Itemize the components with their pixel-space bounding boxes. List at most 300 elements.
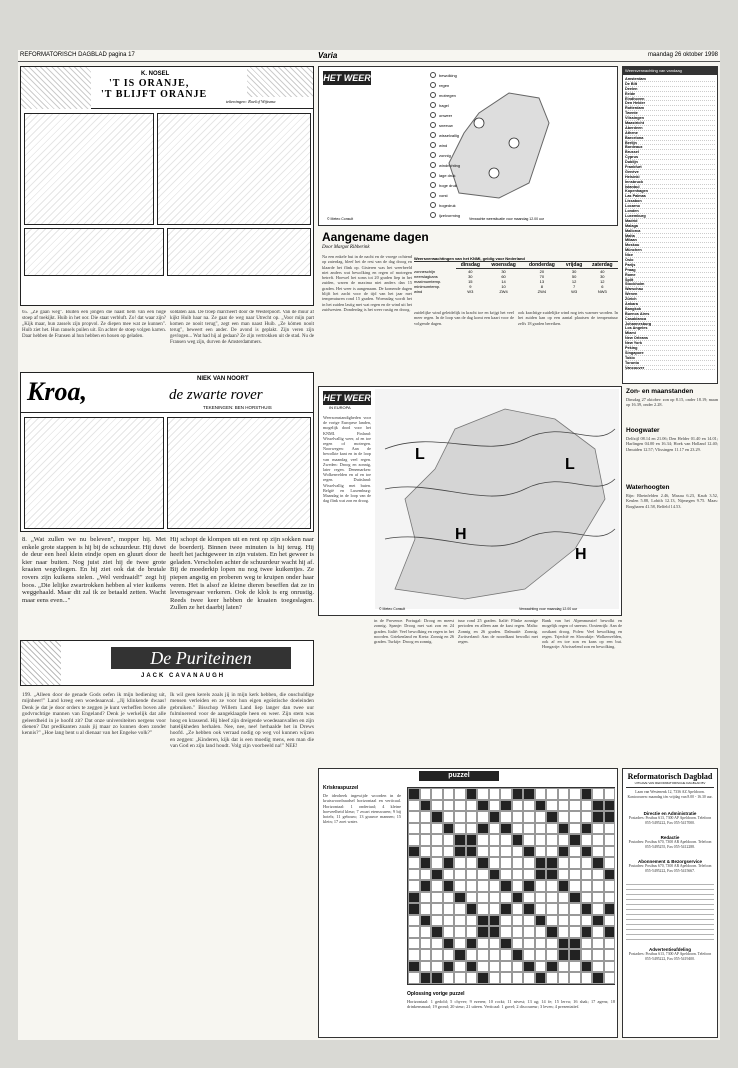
puzzle-cell[interactable] — [477, 961, 489, 973]
puzzle-cell[interactable] — [546, 892, 558, 904]
puzzle-cell[interactable] — [581, 972, 593, 984]
puzzle-cell[interactable] — [420, 788, 432, 800]
puzzle-cell[interactable] — [604, 949, 616, 961]
puzzle-cell[interactable] — [408, 938, 420, 950]
puzzle-cell[interactable] — [500, 892, 512, 904]
puzzle-cell[interactable] — [592, 926, 604, 938]
puzzle-cell[interactable] — [581, 926, 593, 938]
puzzle-cell[interactable] — [477, 915, 489, 927]
puzzle-cell[interactable] — [408, 857, 420, 869]
puzzle-cell[interactable] — [569, 880, 581, 892]
puzzle-cell[interactable] — [512, 949, 524, 961]
puzzle-cell[interactable] — [408, 869, 420, 881]
puzzle-cell[interactable] — [420, 892, 432, 904]
puzzle-cell[interactable] — [569, 972, 581, 984]
puzzle-cell[interactable] — [408, 880, 420, 892]
puzzle-cell[interactable] — [466, 949, 478, 961]
puzzle-cell[interactable] — [500, 869, 512, 881]
puzzle-cell[interactable] — [477, 811, 489, 823]
puzzle-cell[interactable] — [431, 846, 443, 858]
puzzle-cell[interactable] — [535, 892, 547, 904]
puzzle-cell[interactable] — [546, 811, 558, 823]
puzzle-cell[interactable] — [489, 811, 501, 823]
puzzle-cell[interactable] — [500, 788, 512, 800]
puzzle-cell[interactable] — [420, 846, 432, 858]
puzzle-cell[interactable] — [523, 972, 535, 984]
puzzle-cell[interactable] — [500, 961, 512, 973]
puzzle-cell[interactable] — [500, 823, 512, 835]
puzzle-cell[interactable] — [408, 926, 420, 938]
puzzle-cell[interactable] — [408, 961, 420, 973]
puzzle-cell[interactable] — [477, 892, 489, 904]
puzzle-cell[interactable] — [558, 949, 570, 961]
puzzle-cell[interactable] — [408, 892, 420, 904]
puzzle-cell[interactable] — [592, 834, 604, 846]
puzzle-cell[interactable] — [592, 915, 604, 927]
puzzle-cell[interactable] — [592, 972, 604, 984]
puzzle-cell[interactable] — [569, 846, 581, 858]
puzzle-cell[interactable] — [443, 857, 455, 869]
puzzle-cell[interactable] — [466, 823, 478, 835]
puzzle-cell[interactable] — [420, 949, 432, 961]
puzzle-cell[interactable] — [512, 811, 524, 823]
puzzle-cell[interactable] — [581, 869, 593, 881]
puzzle-cell[interactable] — [569, 834, 581, 846]
puzzle-cell[interactable] — [477, 846, 489, 858]
puzzle-cell[interactable] — [535, 972, 547, 984]
puzzle-cell[interactable] — [420, 800, 432, 812]
puzzle-cell[interactable] — [500, 972, 512, 984]
puzzle-cell[interactable] — [500, 915, 512, 927]
puzzle-cell[interactable] — [581, 903, 593, 915]
puzzle-cell[interactable] — [535, 961, 547, 973]
puzzle-cell[interactable] — [523, 846, 535, 858]
puzzle-cell[interactable] — [489, 961, 501, 973]
puzzle-cell[interactable] — [558, 846, 570, 858]
puzzle-cell[interactable] — [569, 857, 581, 869]
puzzle-cell[interactable] — [592, 903, 604, 915]
puzzle-cell[interactable] — [443, 903, 455, 915]
puzzle-cell[interactable] — [546, 800, 558, 812]
puzzle-cell[interactable] — [604, 926, 616, 938]
puzzle-cell[interactable] — [466, 880, 478, 892]
puzzle-cell[interactable] — [466, 811, 478, 823]
puzzle-cell[interactable] — [581, 915, 593, 927]
puzzle-cell[interactable] — [558, 857, 570, 869]
puzzle-cell[interactable] — [443, 949, 455, 961]
puzzle-cell[interactable] — [604, 869, 616, 881]
puzzle-cell[interactable] — [558, 823, 570, 835]
puzzle-cell[interactable] — [604, 972, 616, 984]
puzzle-grid[interactable] — [407, 787, 615, 985]
puzzle-cell[interactable] — [443, 846, 455, 858]
puzzle-cell[interactable] — [489, 938, 501, 950]
puzzle-cell[interactable] — [535, 788, 547, 800]
puzzle-cell[interactable] — [569, 949, 581, 961]
puzzle-cell[interactable] — [546, 823, 558, 835]
puzzle-cell[interactable] — [523, 903, 535, 915]
puzzle-cell[interactable] — [489, 892, 501, 904]
puzzle-cell[interactable] — [489, 834, 501, 846]
puzzle-cell[interactable] — [408, 811, 420, 823]
puzzle-cell[interactable] — [431, 903, 443, 915]
puzzle-cell[interactable] — [489, 823, 501, 835]
puzzle-cell[interactable] — [592, 892, 604, 904]
puzzle-cell[interactable] — [604, 834, 616, 846]
puzzle-cell[interactable] — [500, 949, 512, 961]
puzzle-cell[interactable] — [546, 926, 558, 938]
puzzle-cell[interactable] — [569, 823, 581, 835]
puzzle-cell[interactable] — [512, 800, 524, 812]
puzzle-cell[interactable] — [581, 938, 593, 950]
puzzle-cell[interactable] — [592, 961, 604, 973]
puzzle-cell[interactable] — [466, 892, 478, 904]
puzzle-cell[interactable] — [454, 903, 466, 915]
puzzle-cell[interactable] — [408, 834, 420, 846]
puzzle-cell[interactable] — [431, 915, 443, 927]
puzzle-cell[interactable] — [408, 788, 420, 800]
puzzle-cell[interactable] — [512, 915, 524, 927]
puzzle-cell[interactable] — [408, 823, 420, 835]
puzzle-cell[interactable] — [489, 857, 501, 869]
puzzle-cell[interactable] — [443, 788, 455, 800]
puzzle-cell[interactable] — [443, 915, 455, 927]
puzzle-cell[interactable] — [535, 857, 547, 869]
puzzle-cell[interactable] — [535, 938, 547, 950]
puzzle-cell[interactable] — [523, 869, 535, 881]
puzzle-cell[interactable] — [443, 811, 455, 823]
puzzle-cell[interactable] — [512, 903, 524, 915]
puzzle-cell[interactable] — [454, 811, 466, 823]
puzzle-cell[interactable] — [500, 926, 512, 938]
puzzle-cell[interactable] — [454, 926, 466, 938]
puzzle-cell[interactable] — [420, 938, 432, 950]
puzzle-cell[interactable] — [500, 800, 512, 812]
puzzle-cell[interactable] — [581, 788, 593, 800]
puzzle-cell[interactable] — [523, 892, 535, 904]
puzzle-cell[interactable] — [604, 961, 616, 973]
puzzle-cell[interactable] — [454, 880, 466, 892]
puzzle-cell[interactable] — [581, 846, 593, 858]
puzzle-cell[interactable] — [546, 961, 558, 973]
puzzle-cell[interactable] — [604, 811, 616, 823]
puzzle-cell[interactable] — [477, 903, 489, 915]
puzzle-cell[interactable] — [420, 915, 432, 927]
puzzle-cell[interactable] — [500, 834, 512, 846]
puzzle-cell[interactable] — [420, 926, 432, 938]
puzzle-cell[interactable] — [420, 811, 432, 823]
puzzle-cell[interactable] — [500, 811, 512, 823]
puzzle-cell[interactable] — [500, 880, 512, 892]
puzzle-cell[interactable] — [512, 972, 524, 984]
puzzle-cell[interactable] — [558, 961, 570, 973]
puzzle-cell[interactable] — [443, 834, 455, 846]
puzzle-cell[interactable] — [466, 938, 478, 950]
puzzle-cell[interactable] — [604, 846, 616, 858]
puzzle-cell[interactable] — [466, 857, 478, 869]
puzzle-cell[interactable] — [489, 846, 501, 858]
puzzle-cell[interactable] — [443, 892, 455, 904]
puzzle-cell[interactable] — [523, 857, 535, 869]
puzzle-cell[interactable] — [546, 972, 558, 984]
puzzle-cell[interactable] — [454, 846, 466, 858]
puzzle-cell[interactable] — [466, 926, 478, 938]
puzzle-cell[interactable] — [420, 869, 432, 881]
puzzle-cell[interactable] — [558, 800, 570, 812]
puzzle-cell[interactable] — [523, 949, 535, 961]
puzzle-cell[interactable] — [454, 949, 466, 961]
puzzle-cell[interactable] — [454, 788, 466, 800]
puzzle-cell[interactable] — [454, 961, 466, 973]
puzzle-cell[interactable] — [431, 926, 443, 938]
puzzle-cell[interactable] — [408, 915, 420, 927]
puzzle-cell[interactable] — [454, 938, 466, 950]
puzzle-cell[interactable] — [569, 788, 581, 800]
puzzle-cell[interactable] — [512, 892, 524, 904]
puzzle-cell[interactable] — [466, 834, 478, 846]
puzzle-cell[interactable] — [523, 915, 535, 927]
puzzle-cell[interactable] — [592, 869, 604, 881]
puzzle-cell[interactable] — [523, 926, 535, 938]
puzzle-cell[interactable] — [466, 800, 478, 812]
puzzle-cell[interactable] — [500, 857, 512, 869]
puzzle-cell[interactable] — [558, 892, 570, 904]
puzzle-cell[interactable] — [581, 857, 593, 869]
puzzle-cell[interactable] — [500, 903, 512, 915]
puzzle-cell[interactable] — [466, 846, 478, 858]
puzzle-cell[interactable] — [420, 823, 432, 835]
puzzle-cell[interactable] — [443, 961, 455, 973]
puzzle-cell[interactable] — [489, 972, 501, 984]
puzzle-cell[interactable] — [569, 800, 581, 812]
puzzle-cell[interactable] — [454, 869, 466, 881]
puzzle-cell[interactable] — [489, 949, 501, 961]
puzzle-cell[interactable] — [454, 892, 466, 904]
puzzle-cell[interactable] — [431, 892, 443, 904]
puzzle-cell[interactable] — [431, 961, 443, 973]
puzzle-cell[interactable] — [558, 938, 570, 950]
puzzle-cell[interactable] — [523, 834, 535, 846]
puzzle-cell[interactable] — [558, 811, 570, 823]
puzzle-cell[interactable] — [581, 823, 593, 835]
puzzle-cell[interactable] — [431, 938, 443, 950]
puzzle-cell[interactable] — [431, 800, 443, 812]
puzzle-cell[interactable] — [512, 926, 524, 938]
puzzle-cell[interactable] — [489, 880, 501, 892]
puzzle-cell[interactable] — [546, 949, 558, 961]
puzzle-cell[interactable] — [558, 834, 570, 846]
puzzle-cell[interactable] — [500, 938, 512, 950]
puzzle-cell[interactable] — [523, 938, 535, 950]
puzzle-cell[interactable] — [581, 834, 593, 846]
puzzle-cell[interactable] — [604, 823, 616, 835]
puzzle-cell[interactable] — [558, 903, 570, 915]
puzzle-cell[interactable] — [454, 823, 466, 835]
puzzle-cell[interactable] — [592, 811, 604, 823]
puzzle-cell[interactable] — [512, 834, 524, 846]
puzzle-cell[interactable] — [558, 915, 570, 927]
puzzle-cell[interactable] — [592, 880, 604, 892]
puzzle-cell[interactable] — [581, 880, 593, 892]
puzzle-cell[interactable] — [477, 857, 489, 869]
puzzle-cell[interactable] — [592, 846, 604, 858]
puzzle-cell[interactable] — [512, 961, 524, 973]
puzzle-cell[interactable] — [546, 846, 558, 858]
puzzle-cell[interactable] — [581, 800, 593, 812]
puzzle-cell[interactable] — [546, 788, 558, 800]
puzzle-cell[interactable] — [477, 926, 489, 938]
puzzle-cell[interactable] — [535, 915, 547, 927]
puzzle-cell[interactable] — [420, 903, 432, 915]
puzzle-cell[interactable] — [604, 938, 616, 950]
puzzle-cell[interactable] — [477, 823, 489, 835]
puzzle-cell[interactable] — [454, 857, 466, 869]
puzzle-cell[interactable] — [581, 811, 593, 823]
puzzle-cell[interactable] — [569, 915, 581, 927]
puzzle-cell[interactable] — [581, 892, 593, 904]
puzzle-cell[interactable] — [431, 949, 443, 961]
puzzle-cell[interactable] — [523, 800, 535, 812]
puzzle-cell[interactable] — [420, 972, 432, 984]
puzzle-cell[interactable] — [454, 915, 466, 927]
puzzle-cell[interactable] — [431, 834, 443, 846]
puzzle-cell[interactable] — [592, 938, 604, 950]
puzzle-cell[interactable] — [535, 800, 547, 812]
puzzle-cell[interactable] — [408, 800, 420, 812]
puzzle-cell[interactable] — [558, 926, 570, 938]
puzzle-cell[interactable] — [408, 972, 420, 984]
puzzle-cell[interactable] — [604, 915, 616, 927]
puzzle-cell[interactable] — [604, 857, 616, 869]
puzzle-cell[interactable] — [512, 846, 524, 858]
puzzle-cell[interactable] — [477, 800, 489, 812]
puzzle-cell[interactable] — [431, 972, 443, 984]
puzzle-cell[interactable] — [569, 961, 581, 973]
puzzle-cell[interactable] — [535, 949, 547, 961]
puzzle-cell[interactable] — [581, 961, 593, 973]
puzzle-cell[interactable] — [489, 869, 501, 881]
puzzle-cell[interactable] — [408, 846, 420, 858]
puzzle-cell[interactable] — [546, 903, 558, 915]
puzzle-cell[interactable] — [512, 938, 524, 950]
puzzle-cell[interactable] — [523, 788, 535, 800]
puzzle-cell[interactable] — [443, 823, 455, 835]
puzzle-cell[interactable] — [477, 938, 489, 950]
puzzle-cell[interactable] — [604, 880, 616, 892]
puzzle-cell[interactable] — [477, 834, 489, 846]
puzzle-cell[interactable] — [569, 926, 581, 938]
puzzle-cell[interactable] — [420, 834, 432, 846]
puzzle-cell[interactable] — [466, 961, 478, 973]
puzzle-cell[interactable] — [535, 903, 547, 915]
puzzle-cell[interactable] — [569, 938, 581, 950]
puzzle-cell[interactable] — [512, 869, 524, 881]
puzzle-cell[interactable] — [454, 972, 466, 984]
puzzle-cell[interactable] — [466, 788, 478, 800]
puzzle-cell[interactable] — [512, 880, 524, 892]
puzzle-cell[interactable] — [535, 834, 547, 846]
puzzle-cell[interactable] — [546, 880, 558, 892]
puzzle-cell[interactable] — [443, 938, 455, 950]
puzzle-cell[interactable] — [546, 938, 558, 950]
puzzle-cell[interactable] — [592, 857, 604, 869]
puzzle-cell[interactable] — [489, 800, 501, 812]
puzzle-cell[interactable] — [558, 972, 570, 984]
puzzle-cell[interactable] — [535, 846, 547, 858]
puzzle-cell[interactable] — [431, 880, 443, 892]
puzzle-cell[interactable] — [523, 823, 535, 835]
puzzle-cell[interactable] — [581, 949, 593, 961]
puzzle-cell[interactable] — [512, 788, 524, 800]
puzzle-cell[interactable] — [500, 846, 512, 858]
puzzle-cell[interactable] — [489, 915, 501, 927]
puzzle-cell[interactable] — [443, 880, 455, 892]
puzzle-cell[interactable] — [454, 800, 466, 812]
puzzle-cell[interactable] — [546, 915, 558, 927]
puzzle-cell[interactable] — [454, 834, 466, 846]
puzzle-cell[interactable] — [523, 961, 535, 973]
puzzle-cell[interactable] — [512, 857, 524, 869]
puzzle-cell[interactable] — [558, 788, 570, 800]
puzzle-cell[interactable] — [592, 788, 604, 800]
puzzle-cell[interactable] — [431, 823, 443, 835]
puzzle-cell[interactable] — [592, 823, 604, 835]
puzzle-cell[interactable] — [431, 811, 443, 823]
puzzle-cell[interactable] — [535, 869, 547, 881]
puzzle-cell[interactable] — [489, 788, 501, 800]
puzzle-cell[interactable] — [466, 915, 478, 927]
puzzle-cell[interactable] — [569, 892, 581, 904]
puzzle-cell[interactable] — [477, 869, 489, 881]
puzzle-cell[interactable] — [535, 926, 547, 938]
puzzle-cell[interactable] — [523, 880, 535, 892]
puzzle-cell[interactable] — [477, 972, 489, 984]
puzzle-cell[interactable] — [535, 811, 547, 823]
puzzle-cell[interactable] — [443, 800, 455, 812]
puzzle-cell[interactable] — [466, 869, 478, 881]
puzzle-cell[interactable] — [535, 880, 547, 892]
puzzle-cell[interactable] — [443, 926, 455, 938]
puzzle-cell[interactable] — [477, 949, 489, 961]
puzzle-cell[interactable] — [535, 823, 547, 835]
puzzle-cell[interactable] — [546, 869, 558, 881]
puzzle-cell[interactable] — [489, 903, 501, 915]
puzzle-cell[interactable] — [604, 800, 616, 812]
puzzle-cell[interactable] — [431, 869, 443, 881]
puzzle-cell[interactable] — [604, 903, 616, 915]
puzzle-cell[interactable] — [558, 869, 570, 881]
puzzle-cell[interactable] — [431, 788, 443, 800]
puzzle-cell[interactable] — [592, 949, 604, 961]
puzzle-cell[interactable] — [443, 869, 455, 881]
puzzle-cell[interactable] — [569, 811, 581, 823]
puzzle-cell[interactable] — [466, 903, 478, 915]
puzzle-cell[interactable] — [466, 972, 478, 984]
puzzle-cell[interactable] — [408, 903, 420, 915]
puzzle-cell[interactable] — [420, 857, 432, 869]
puzzle-cell[interactable] — [477, 788, 489, 800]
puzzle-cell[interactable] — [558, 880, 570, 892]
puzzle-cell[interactable] — [512, 823, 524, 835]
puzzle-cell[interactable] — [604, 788, 616, 800]
puzzle-cell[interactable] — [592, 800, 604, 812]
puzzle-cell[interactable] — [569, 869, 581, 881]
puzzle-cell[interactable] — [546, 857, 558, 869]
puzzle-cell[interactable] — [420, 961, 432, 973]
puzzle-cell[interactable] — [523, 811, 535, 823]
puzzle-cell[interactable] — [569, 903, 581, 915]
puzzle-cell[interactable] — [477, 880, 489, 892]
